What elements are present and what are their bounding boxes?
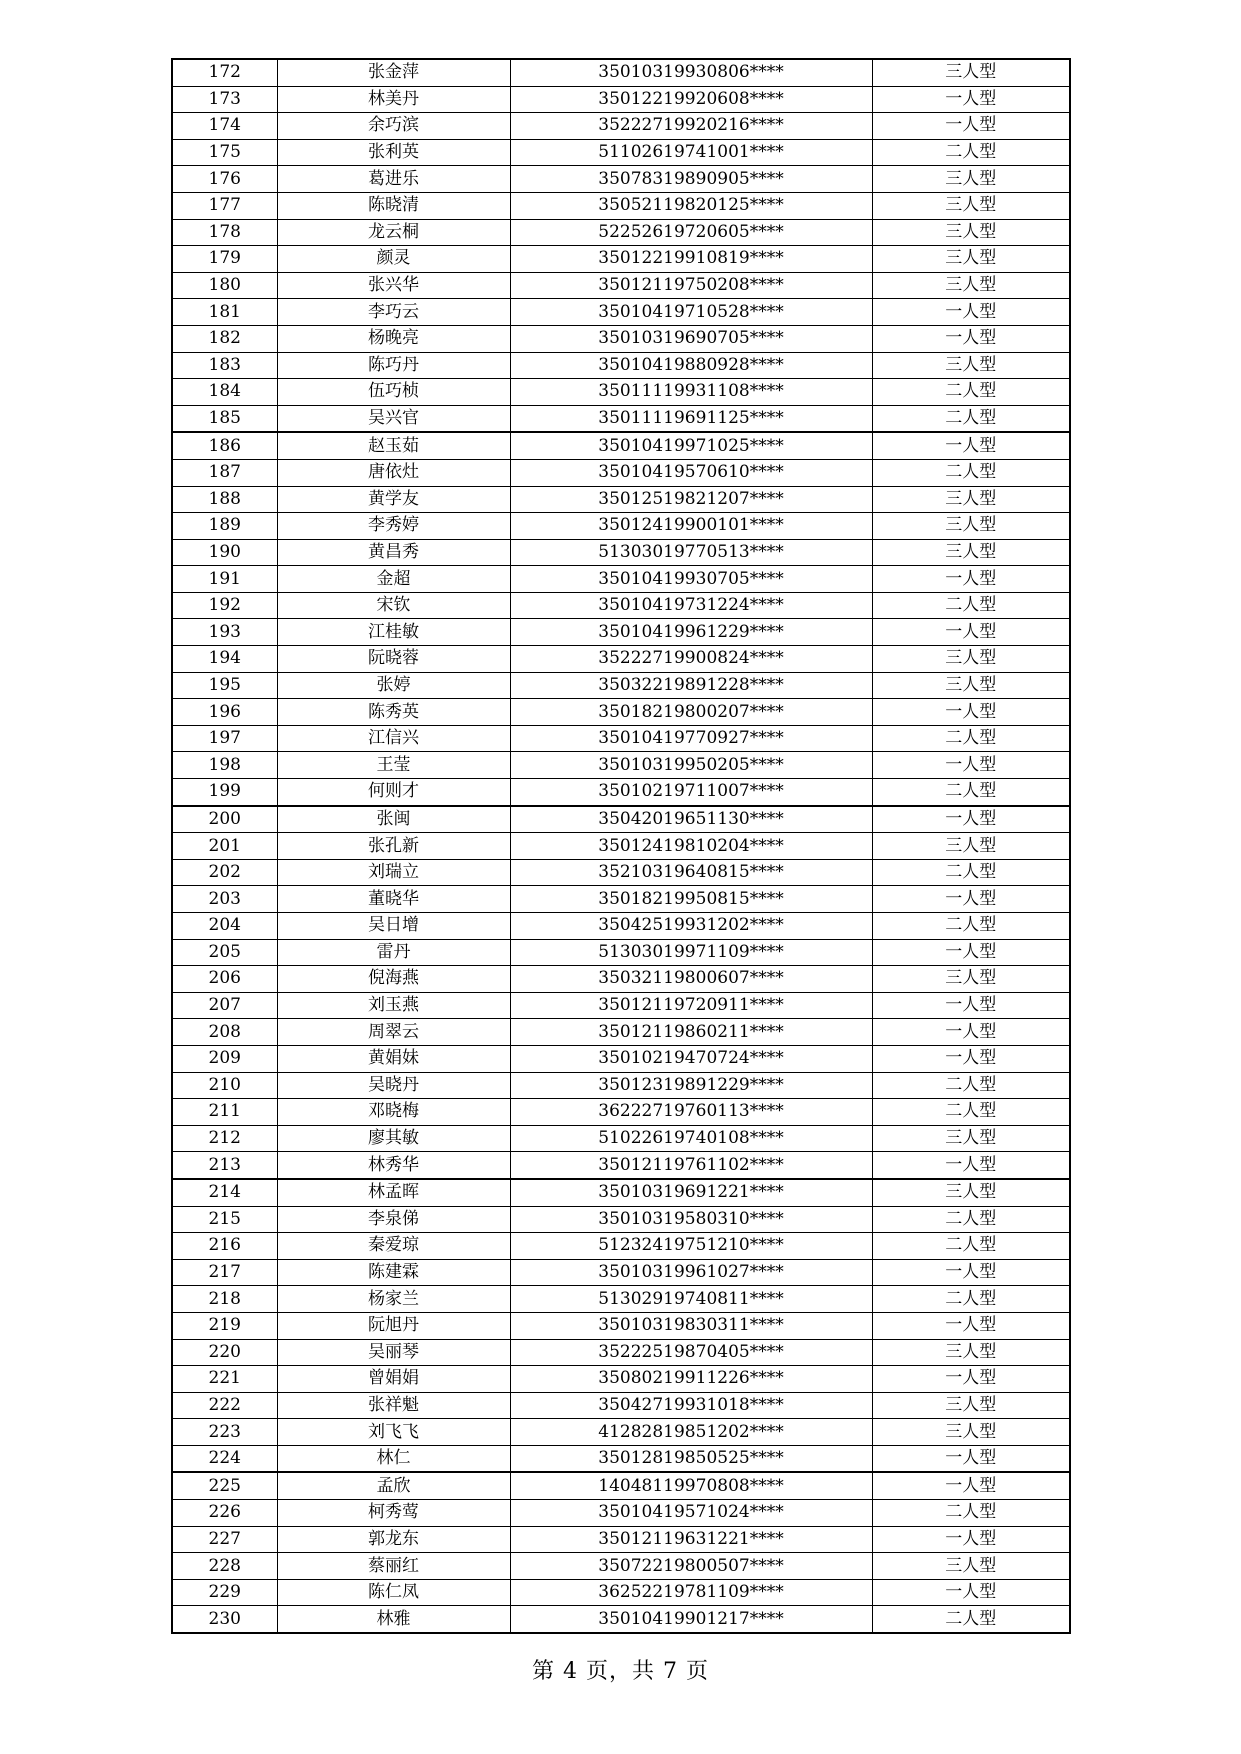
id-number: 35052119820125**** <box>510 192 872 219</box>
row-number: 221 <box>172 1366 277 1393</box>
table-row <box>172 752 1070 779</box>
household-type: 一人型 <box>872 992 1070 1019</box>
row-number: 184 <box>172 379 277 406</box>
applicant-name: 刘飞飞 <box>277 1419 510 1446</box>
row-number: 179 <box>172 246 277 273</box>
id-number: 51102619741001**** <box>510 139 872 166</box>
id-number: 14048119970808**** <box>510 1472 872 1499</box>
table-row <box>172 592 1070 619</box>
table-row <box>172 886 1070 913</box>
household-type: 三人型 <box>872 1339 1070 1366</box>
household-type: 二人型 <box>872 859 1070 886</box>
applicant-name: 阮晓蓉 <box>277 646 510 673</box>
applicant-name: 郭龙东 <box>277 1526 510 1553</box>
table-row <box>172 1606 1070 1633</box>
applicant-name: 龙云桐 <box>277 219 510 246</box>
applicant-name: 金超 <box>277 566 510 593</box>
row-number: 208 <box>172 1019 277 1046</box>
row-number: 185 <box>172 405 277 432</box>
id-number: 35010419571024**** <box>510 1500 872 1527</box>
table-row <box>172 566 1070 593</box>
id-number: 35032119800607**** <box>510 966 872 993</box>
table-row <box>172 513 1070 540</box>
id-number: 35010319690705**** <box>510 325 872 352</box>
household-type: 一人型 <box>872 939 1070 966</box>
id-number: 36222719760113**** <box>510 1099 872 1126</box>
table-row <box>172 379 1070 406</box>
applicant-name: 秦爱琼 <box>277 1233 510 1260</box>
table-row <box>172 1072 1070 1099</box>
row-number: 176 <box>172 166 277 193</box>
applicant-name: 蔡丽红 <box>277 1553 510 1580</box>
applicant-name: 伍巧桢 <box>277 379 510 406</box>
id-number: 35010419971025**** <box>510 432 872 459</box>
row-number: 203 <box>172 886 277 913</box>
table-row <box>172 1019 1070 1046</box>
applicant-name: 刘玉燕 <box>277 992 510 1019</box>
household-type: 一人型 <box>872 1526 1070 1553</box>
table-row <box>172 1339 1070 1366</box>
household-type: 三人型 <box>872 646 1070 673</box>
household-type: 三人型 <box>872 246 1070 273</box>
applicant-name: 张利英 <box>277 139 510 166</box>
id-number: 35012119720911**** <box>510 992 872 1019</box>
household-type: 一人型 <box>872 886 1070 913</box>
id-number: 35010219470724**** <box>510 1045 872 1072</box>
household-type: 二人型 <box>872 1072 1070 1099</box>
table-row <box>172 1179 1070 1206</box>
household-type: 二人型 <box>872 379 1070 406</box>
table-row <box>172 1206 1070 1233</box>
household-type: 一人型 <box>872 432 1070 459</box>
household-type: 三人型 <box>872 1553 1070 1580</box>
table-row <box>172 459 1070 486</box>
household-type: 一人型 <box>872 752 1070 779</box>
row-number: 172 <box>172 59 277 86</box>
id-number: 35080219911226**** <box>510 1366 872 1393</box>
row-number: 181 <box>172 299 277 326</box>
household-type: 三人型 <box>872 166 1070 193</box>
applicant-name: 林美丹 <box>277 86 510 113</box>
table-row <box>172 939 1070 966</box>
applicant-name: 倪海燕 <box>277 966 510 993</box>
row-number: 230 <box>172 1606 277 1633</box>
id-number: 35042519931202**** <box>510 913 872 940</box>
row-number: 217 <box>172 1259 277 1286</box>
row-number: 197 <box>172 725 277 752</box>
row-number: 210 <box>172 1072 277 1099</box>
row-number: 216 <box>172 1233 277 1260</box>
id-number: 35010419731224**** <box>510 592 872 619</box>
household-type: 一人型 <box>872 86 1070 113</box>
table-row <box>172 432 1070 459</box>
page-number: 第 4 页，共 7 页 <box>532 1659 709 1684</box>
applicant-name: 黄娟妹 <box>277 1045 510 1072</box>
id-number: 35010319961027**** <box>510 1259 872 1286</box>
row-number: 222 <box>172 1392 277 1419</box>
table-row <box>172 1526 1070 1553</box>
applicant-name: 颜灵 <box>277 246 510 273</box>
id-number: 35010319830311**** <box>510 1312 872 1339</box>
table-row <box>172 1125 1070 1152</box>
applicant-name: 董晓华 <box>277 886 510 913</box>
applicant-name: 廖其敏 <box>277 1125 510 1152</box>
row-number: 213 <box>172 1152 277 1179</box>
id-number: 35010419570610**** <box>510 459 872 486</box>
applicant-name: 柯秀莺 <box>277 1500 510 1527</box>
household-type: 一人型 <box>872 566 1070 593</box>
household-type: 一人型 <box>872 806 1070 833</box>
household-type: 三人型 <box>872 966 1070 993</box>
id-number: 35012519821207**** <box>510 486 872 513</box>
household-type: 一人型 <box>872 1579 1070 1606</box>
row-number: 226 <box>172 1500 277 1527</box>
id-number: 35010419930705**** <box>510 566 872 593</box>
table-row <box>172 1312 1070 1339</box>
applicant-name: 何则才 <box>277 779 510 806</box>
applicant-name: 杨晚亮 <box>277 325 510 352</box>
applicant-name: 唐依灶 <box>277 459 510 486</box>
row-number: 196 <box>172 699 277 726</box>
row-number: 187 <box>172 459 277 486</box>
applicant-name: 雷丹 <box>277 939 510 966</box>
row-number: 207 <box>172 992 277 1019</box>
household-type: 二人型 <box>872 1099 1070 1126</box>
applicant-name: 李秀婷 <box>277 513 510 540</box>
table-row <box>172 646 1070 673</box>
applicant-name: 余巧滨 <box>277 113 510 140</box>
applicant-name: 吴日增 <box>277 913 510 940</box>
household-type: 一人型 <box>872 113 1070 140</box>
id-number: 35010419880928**** <box>510 352 872 379</box>
id-number: 35010319950205**** <box>510 752 872 779</box>
table-row <box>172 59 1070 86</box>
id-number: 35032219891228**** <box>510 672 872 699</box>
applicant-name: 吴晓丹 <box>277 1072 510 1099</box>
row-number: 177 <box>172 192 277 219</box>
id-number: 35012319891229**** <box>510 1072 872 1099</box>
applicant-name: 张孔新 <box>277 833 510 860</box>
row-number: 214 <box>172 1179 277 1206</box>
row-number: 228 <box>172 1553 277 1580</box>
table-row <box>172 299 1070 326</box>
table-row <box>172 139 1070 166</box>
row-number: 202 <box>172 859 277 886</box>
table-row <box>172 166 1070 193</box>
household-type: 一人型 <box>872 1259 1070 1286</box>
table-row <box>172 219 1070 246</box>
applicant-name: 宋钦 <box>277 592 510 619</box>
household-type: 二人型 <box>872 459 1070 486</box>
table-row <box>172 1500 1070 1527</box>
row-number: 183 <box>172 352 277 379</box>
applicant-name: 陈晓清 <box>277 192 510 219</box>
table-row <box>172 859 1070 886</box>
id-number: 35012219920608**** <box>510 86 872 113</box>
table-row <box>172 1286 1070 1313</box>
applicant-name: 吴兴官 <box>277 405 510 432</box>
household-type: 三人型 <box>872 486 1070 513</box>
applicant-name: 李巧云 <box>277 299 510 326</box>
row-number: 178 <box>172 219 277 246</box>
applicant-name: 曾娟娟 <box>277 1366 510 1393</box>
row-number: 205 <box>172 939 277 966</box>
row-number: 227 <box>172 1526 277 1553</box>
household-type: 二人型 <box>872 725 1070 752</box>
id-number: 35012819850525**** <box>510 1445 872 1472</box>
applicant-name: 黄学友 <box>277 486 510 513</box>
table-row <box>172 672 1070 699</box>
household-type: 三人型 <box>872 513 1070 540</box>
table-row <box>172 1392 1070 1419</box>
id-number: 35010419961229**** <box>510 619 872 646</box>
household-type: 三人型 <box>872 219 1070 246</box>
household-type: 三人型 <box>872 59 1070 86</box>
id-number: 35012419810204**** <box>510 833 872 860</box>
table-row <box>172 725 1070 752</box>
row-number: 199 <box>172 779 277 806</box>
row-number: 194 <box>172 646 277 673</box>
row-number: 209 <box>172 1045 277 1072</box>
table-row <box>172 833 1070 860</box>
table-row <box>172 619 1070 646</box>
row-number: 224 <box>172 1445 277 1472</box>
id-number: 35010319930806**** <box>510 59 872 86</box>
id-number: 35210319640815**** <box>510 859 872 886</box>
row-number: 186 <box>172 432 277 459</box>
table-row <box>172 1553 1070 1580</box>
table-row <box>172 1366 1070 1393</box>
table-row <box>172 966 1070 993</box>
household-type: 一人型 <box>872 1472 1070 1499</box>
id-number: 52252619720605**** <box>510 219 872 246</box>
row-number: 191 <box>172 566 277 593</box>
row-number: 215 <box>172 1206 277 1233</box>
applicant-name: 孟欣 <box>277 1472 510 1499</box>
row-number: 173 <box>172 86 277 113</box>
household-type: 二人型 <box>872 1286 1070 1313</box>
id-number: 35042719931018**** <box>510 1392 872 1419</box>
table-row <box>172 352 1070 379</box>
household-type: 一人型 <box>872 1019 1070 1046</box>
id-number: 35012419900101**** <box>510 513 872 540</box>
id-number: 35012219910819**** <box>510 246 872 273</box>
household-type: 一人型 <box>872 1152 1070 1179</box>
id-number: 35018219800207**** <box>510 699 872 726</box>
household-type: 二人型 <box>872 1206 1070 1233</box>
id-number: 35072219800507**** <box>510 1553 872 1580</box>
applicant-name: 周翠云 <box>277 1019 510 1046</box>
household-type: 三人型 <box>872 1392 1070 1419</box>
table-row <box>172 1579 1070 1606</box>
household-type: 一人型 <box>872 299 1070 326</box>
table-row <box>172 779 1070 806</box>
row-number: 219 <box>172 1312 277 1339</box>
row-number: 229 <box>172 1579 277 1606</box>
household-type: 一人型 <box>872 1445 1070 1472</box>
household-type: 一人型 <box>872 1312 1070 1339</box>
applicant-name: 刘瑞立 <box>277 859 510 886</box>
table-row <box>172 113 1070 140</box>
household-type: 三人型 <box>872 1419 1070 1446</box>
applicant-name: 阮旭丹 <box>277 1312 510 1339</box>
id-number: 35222519870405**** <box>510 1339 872 1366</box>
id-number: 35011119931108**** <box>510 379 872 406</box>
household-type: 三人型 <box>872 672 1070 699</box>
row-number: 225 <box>172 1472 277 1499</box>
applicant-name: 江信兴 <box>277 725 510 752</box>
applicant-name: 林孟晖 <box>277 1179 510 1206</box>
applicant-name: 张闽 <box>277 806 510 833</box>
household-type: 三人型 <box>872 539 1070 566</box>
table-row <box>172 1233 1070 1260</box>
household-type: 三人型 <box>872 192 1070 219</box>
table-row <box>172 192 1070 219</box>
row-number: 182 <box>172 325 277 352</box>
household-type: 三人型 <box>872 1125 1070 1152</box>
row-number: 174 <box>172 113 277 140</box>
id-number: 35222719920216**** <box>510 113 872 140</box>
household-type: 三人型 <box>872 833 1070 860</box>
table-row <box>172 86 1070 113</box>
table-row <box>172 272 1070 299</box>
table-row <box>172 486 1070 513</box>
applicant-name: 杨家兰 <box>277 1286 510 1313</box>
row-number: 188 <box>172 486 277 513</box>
table-row <box>172 913 1070 940</box>
household-type: 三人型 <box>872 352 1070 379</box>
table-row <box>172 699 1070 726</box>
household-type: 一人型 <box>872 699 1070 726</box>
id-number: 35010419710528**** <box>510 299 872 326</box>
id-number: 35010319580310**** <box>510 1206 872 1233</box>
id-number: 35018219950815**** <box>510 886 872 913</box>
row-number: 204 <box>172 913 277 940</box>
applicant-name: 邓晓梅 <box>277 1099 510 1126</box>
row-number: 195 <box>172 672 277 699</box>
household-type: 一人型 <box>872 619 1070 646</box>
id-number: 51022619740108**** <box>510 1125 872 1152</box>
applicant-name: 江桂敏 <box>277 619 510 646</box>
table-row <box>172 1259 1070 1286</box>
id-number: 51303019770513**** <box>510 539 872 566</box>
table-row <box>172 1152 1070 1179</box>
row-number: 192 <box>172 592 277 619</box>
id-number: 51303019971109**** <box>510 939 872 966</box>
row-number: 190 <box>172 539 277 566</box>
household-type: 二人型 <box>872 139 1070 166</box>
applicant-name: 王莹 <box>277 752 510 779</box>
id-number: 35012119860211**** <box>510 1019 872 1046</box>
table-row <box>172 246 1070 273</box>
table-row <box>172 1472 1070 1499</box>
household-type: 二人型 <box>872 405 1070 432</box>
row-number: 201 <box>172 833 277 860</box>
applicant-name: 张祥魁 <box>277 1392 510 1419</box>
row-number: 223 <box>172 1419 277 1446</box>
household-type: 二人型 <box>872 913 1070 940</box>
applicant-name: 陈仁凤 <box>277 1579 510 1606</box>
applicant-name: 林秀华 <box>277 1152 510 1179</box>
applicant-name: 黄昌秀 <box>277 539 510 566</box>
household-type: 三人型 <box>872 272 1070 299</box>
household-type: 二人型 <box>872 1606 1070 1633</box>
table-row <box>172 806 1070 833</box>
applicant-name: 李泉俤 <box>277 1206 510 1233</box>
table-row <box>172 992 1070 1019</box>
applicant-name: 林雅 <box>277 1606 510 1633</box>
id-number: 35010319691221**** <box>510 1179 872 1206</box>
id-number: 35011119691125**** <box>510 405 872 432</box>
applicant-name: 葛进乐 <box>277 166 510 193</box>
row-number: 193 <box>172 619 277 646</box>
applicant-name: 陈秀英 <box>277 699 510 726</box>
table-row <box>172 1045 1070 1072</box>
row-number: 206 <box>172 966 277 993</box>
row-number: 220 <box>172 1339 277 1366</box>
id-number: 35042019651130**** <box>510 806 872 833</box>
applicant-name: 张婷 <box>277 672 510 699</box>
id-number: 35012119631221**** <box>510 1526 872 1553</box>
row-number: 200 <box>172 806 277 833</box>
id-number: 35222719900824**** <box>510 646 872 673</box>
applicant-name: 吴丽琴 <box>277 1339 510 1366</box>
row-number: 198 <box>172 752 277 779</box>
table-row <box>172 405 1070 432</box>
id-number: 35010419901217**** <box>510 1606 872 1633</box>
row-number: 180 <box>172 272 277 299</box>
row-number: 211 <box>172 1099 277 1126</box>
id-number: 35078319890905**** <box>510 166 872 193</box>
applicant-table-body <box>172 59 1070 1633</box>
id-number: 41282819851202**** <box>510 1419 872 1446</box>
row-number: 189 <box>172 513 277 540</box>
household-type: 二人型 <box>872 779 1070 806</box>
household-type: 一人型 <box>872 1045 1070 1072</box>
applicant-name: 张兴华 <box>277 272 510 299</box>
applicant-name: 赵玉茹 <box>277 432 510 459</box>
household-type: 一人型 <box>872 325 1070 352</box>
id-number: 35012119761102**** <box>510 1152 872 1179</box>
table-row <box>172 1099 1070 1126</box>
table-row <box>172 539 1070 566</box>
applicant-name: 陈巧丹 <box>277 352 510 379</box>
id-number: 35010419770927**** <box>510 725 872 752</box>
household-type: 一人型 <box>872 1366 1070 1393</box>
table-row <box>172 325 1070 352</box>
id-number: 35012119750208**** <box>510 272 872 299</box>
id-number: 51232419751210**** <box>510 1233 872 1260</box>
table-row <box>172 1419 1070 1446</box>
household-type: 二人型 <box>872 592 1070 619</box>
household-type: 三人型 <box>872 1179 1070 1206</box>
applicant-table <box>171 58 1071 1634</box>
applicant-name: 陈建霖 <box>277 1259 510 1286</box>
id-number: 35010219711007**** <box>510 779 872 806</box>
household-type: 二人型 <box>872 1233 1070 1260</box>
id-number: 51302919740811**** <box>510 1286 872 1313</box>
applicant-name: 林仁 <box>277 1445 510 1472</box>
household-type: 二人型 <box>872 1500 1070 1527</box>
table-row <box>172 1445 1070 1472</box>
id-number: 36252219781109**** <box>510 1579 872 1606</box>
row-number: 218 <box>172 1286 277 1313</box>
row-number: 212 <box>172 1125 277 1152</box>
row-number: 175 <box>172 139 277 166</box>
applicant-name: 张金萍 <box>277 59 510 86</box>
